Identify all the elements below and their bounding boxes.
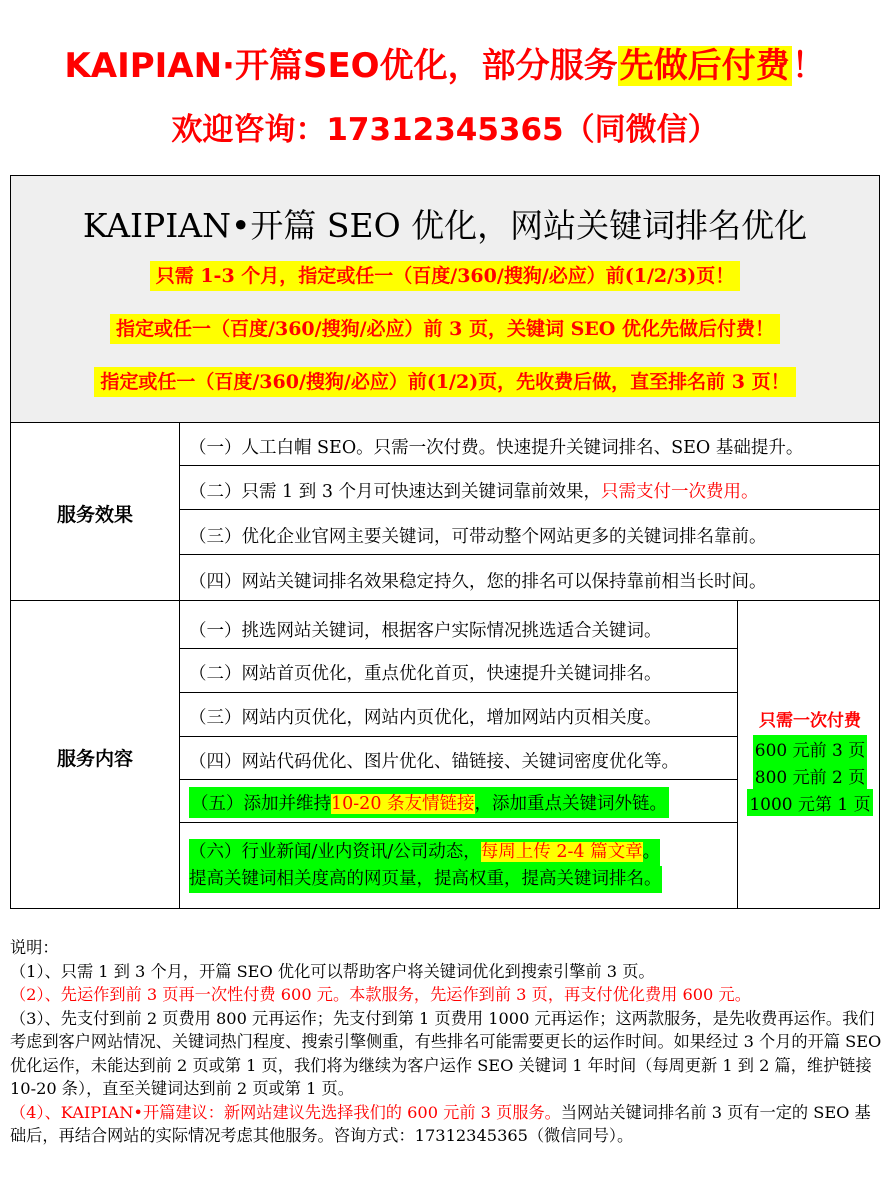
headline-highlight: 先做后付费 <box>619 46 790 86</box>
row-divider <box>179 736 737 737</box>
row-divider <box>179 465 879 466</box>
note-2: （2）、先运作到前 3 页再一次性付费 600 元。本款服务，先运作到前 3 页，再支付优化费用 600 元。 <box>10 985 751 1004</box>
price-panel <box>743 706 877 816</box>
notes-heading: 说明： <box>10 938 59 957</box>
effect-item-2-red: 只需支付一次费用。 <box>601 482 759 502</box>
content-item-4: （四）网站代码优化、图片优化、锚链接、关键词密度优化等。 <box>189 752 679 772</box>
section-divider <box>11 600 879 601</box>
promo-line-3: 指定或任一（百度/360/搜狗/必应）前(1/2)页，先收费后做，直至排名前 3 页！ <box>11 367 879 394</box>
effect-item-4: （四）网站关键词排名效果稳定持久，您的排名可以保持靠前相当长时间。 <box>189 572 767 592</box>
service-table <box>10 175 880 909</box>
price-2-pages: 800 元前 2 页 <box>753 762 867 789</box>
table-title: KAIPIAN•开篇 SEO 优化，网站关键词排名优化 <box>82 206 808 245</box>
price-divider <box>737 600 738 908</box>
content-item-5: （五）添加并维持10-20 条友情链接，添加重点关键词外链。 <box>189 787 669 818</box>
effect-item-2: （二）只需 1 到 3 个月可快速达到关键词靠前效果，只需支付一次费用。 <box>189 482 759 502</box>
effect-label: 服务效果 <box>56 504 133 526</box>
table-header-section <box>11 176 879 423</box>
row-divider <box>179 822 737 823</box>
contact-banner: 欢迎咨询：17312345365（同微信） <box>171 112 719 148</box>
content-item-3: （三）网站内页优化，网站内页优化，增加网站内页相关度。 <box>189 708 662 728</box>
row-divider <box>179 509 879 510</box>
headline-banner <box>0 38 890 87</box>
row-divider <box>179 779 737 780</box>
price-title: 只需一次付费 <box>759 711 861 731</box>
note-4: （4）、KAIPIAN•开篇建议：新网站建议先选择我们的 600 元前 3 页服务。当网站关键词排名前 3 页有一定的 SEO 基础后，再结合网站的实际情况考虑其他服务。咨询方式：17312345365（微信同号）。 <box>10 1102 871 1145</box>
friend-links-highlight: 10-20 条友情链接 <box>331 794 475 814</box>
effect-item-1: （一）人工白帽 SEO。只需一次付费。快速提升关键词排名、SEO 基础提升。 <box>189 438 804 458</box>
promo-line-1: 只需 1-3 个月，指定或任一（百度/360/搜狗/必应）前(1/2/3)页！ <box>11 261 879 288</box>
promo-line-2: 指定或任一（百度/360/搜狗/必应）前 3 页，关键词 SEO 优化先做后付费！ <box>11 314 879 341</box>
content-label: 服务内容 <box>56 748 133 770</box>
headline-text: KAIPIAN·开篇SEO优化，部分服务 <box>64 46 618 86</box>
content-item-6: （六）行业新闻/业内资讯/公司动态，每周上传 2-4 篇文章。 提高关键词相关度高的网页量，提高权重，提高关键词排名。 <box>189 839 662 893</box>
content-item-1: （一）挑选网站关键词，根据客户实际情况挑选适合关键词。 <box>189 621 662 641</box>
row-divider <box>179 648 737 649</box>
row-divider <box>179 692 737 693</box>
price-3-pages: 600 元前 3 页 <box>753 735 867 762</box>
price-1-page: 1000 元第 1 页 <box>747 789 872 816</box>
effect-item-3: （三）优化企业官网主要关键词，可带动整个网站更多的关键词排名靠前。 <box>189 527 767 547</box>
content-item-2: （二）网站首页优化，重点优化首页，快速提升关键词排名。 <box>189 664 662 684</box>
note-3: （3）、先支付到前 2 页费用 800 元再运作；先支付到第 1 页费用 1000 元再运作；这两款服务，是先收费再运作。我们考虑到客户网站情况、关键词热门程度、搜索引擎侧重，有些排名可能需要更长的运作时间。如果经过 3 个月的开篇 SEO 优化运作，未能达到前 2 页或第 1 页，我们将为继续为客户运作 SEO 关键词 1 年时间（每周更新 1 到 2 篇，维护链接 10-20 条），直至关键词达到前 2 页或第 1 页。 <box>10 1008 882 1098</box>
notes-section <box>10 936 886 1148</box>
headline-end: ！ <box>791 46 826 86</box>
row-divider <box>179 554 879 555</box>
note-1: （1）、只需 1 到 3 个月，开篇 SEO 优化可以帮助客户将关键词优化到搜索引擎前 3 页。 <box>10 961 655 981</box>
weekly-articles-highlight: 每周上传 2-4 篇文章 <box>480 842 643 862</box>
column-divider <box>179 422 180 908</box>
